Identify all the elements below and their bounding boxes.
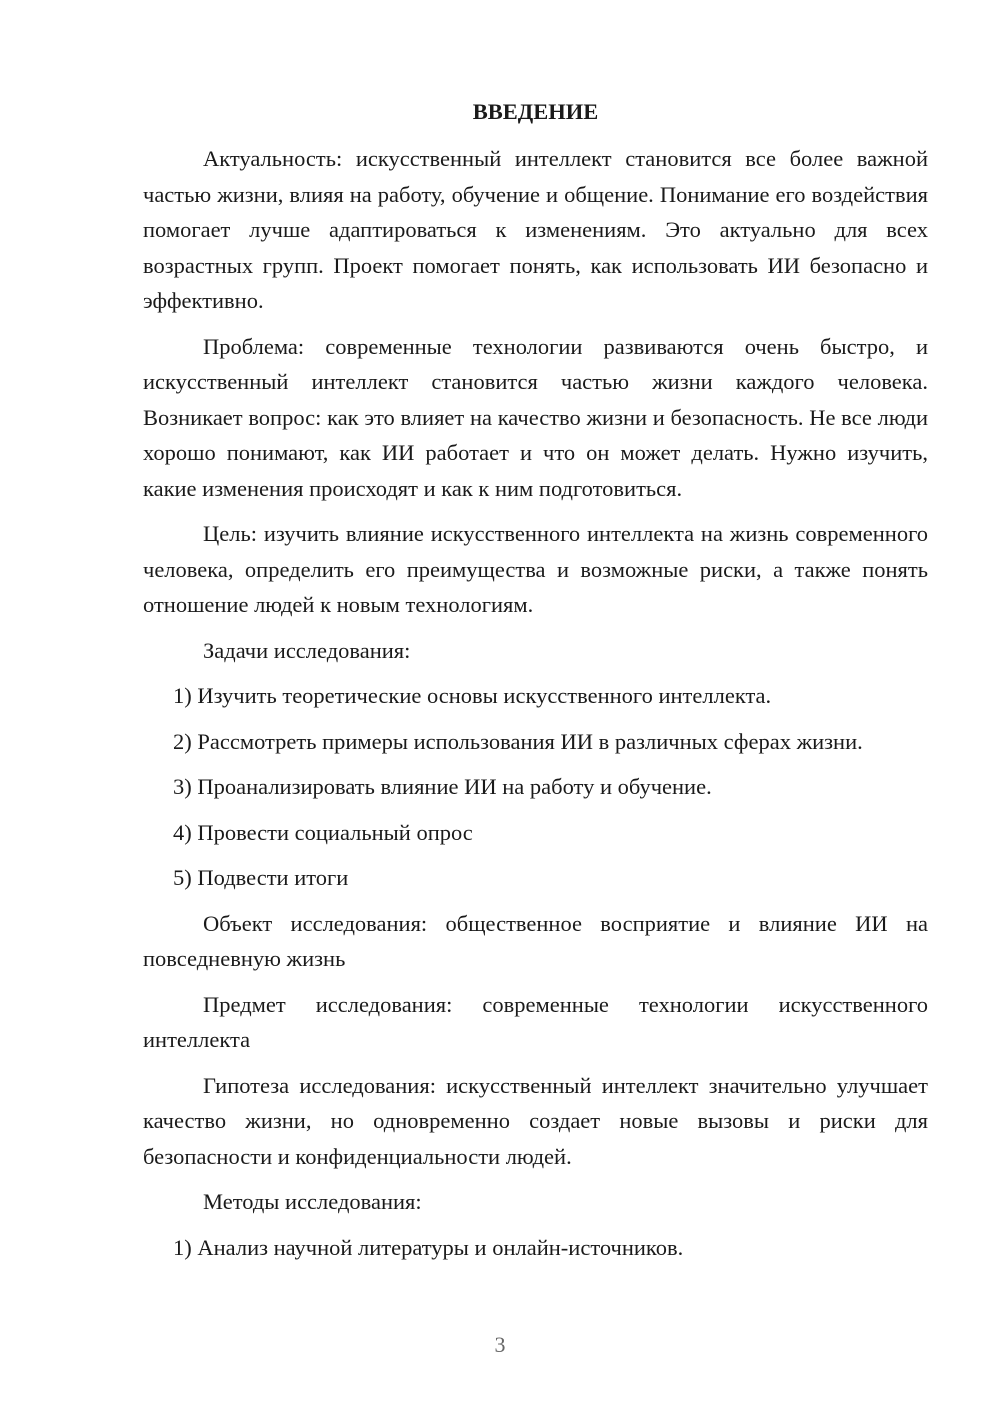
- document-page: [143, 96, 928, 1275]
- methods-heading: Методы исследования:: [203, 1189, 422, 1214]
- relevance-paragraph: Актуальность: искусственный интеллект становится все более важной частью жизни, влияя на работу, обучение и общение. Понимание его воздействия помогает лучше адаптироваться к изменениям. Это актуально для всех возрастных групп. Проект помогает понять, как использовать ИИ безопасно и эффективно.: [143, 146, 928, 313]
- task-item-2: 2) Рассмотреть примеры использования ИИ в различных сферах жизни.: [173, 728, 863, 754]
- task-item-1: 1) Изучить теоретические основы искусственного интеллекта.: [173, 683, 772, 708]
- task-item-3: 3) Проанализировать влияние ИИ на работу и обучение.: [173, 774, 712, 799]
- section-title: ВВЕДЕНИЕ: [472, 99, 599, 124]
- hypothesis-paragraph: Гипотеза исследования: искусственный интеллект значительно улучшает качество жизни, но одновременно создает новые вызовы и риски для безопасности и конфиденциальности людей.: [143, 1072, 928, 1169]
- goal-paragraph: Цель: изучить влияние искусственного интеллекта на жизнь современного человека, определить его преимущества и возможные риски, а также понять отношение людей к новым технологиям.: [143, 521, 928, 617]
- task-item-4: 4) Провести социальный опрос: [173, 819, 473, 845]
- page-number: 3: [494, 1332, 506, 1357]
- problem-paragraph: Проблема: современные технологии развиваются очень быстро, и искусственный интеллект становится частью жизни каждого человека. Возникает вопрос: как это влияет на качество жизни и безопасность. Не все люди хорошо понимают, как ИИ работает и что он может делать. Нужно изучить, какие изменения происходят и как к ним подготовиться.: [143, 333, 928, 501]
- tasks-heading: Задачи исследования:: [203, 637, 411, 663]
- subject-paragraph: Предмет исследования: современные технологии искусственного интеллекта: [143, 991, 928, 1052]
- method-item-1: 1) Анализ научной литературы и онлайн-источников.: [173, 1234, 684, 1260]
- object-paragraph: Объект исследования: общественное восприятие и влияние ИИ на повседневную жизнь: [143, 910, 928, 971]
- task-item-5: 5) Подвести итоги: [173, 865, 349, 890]
